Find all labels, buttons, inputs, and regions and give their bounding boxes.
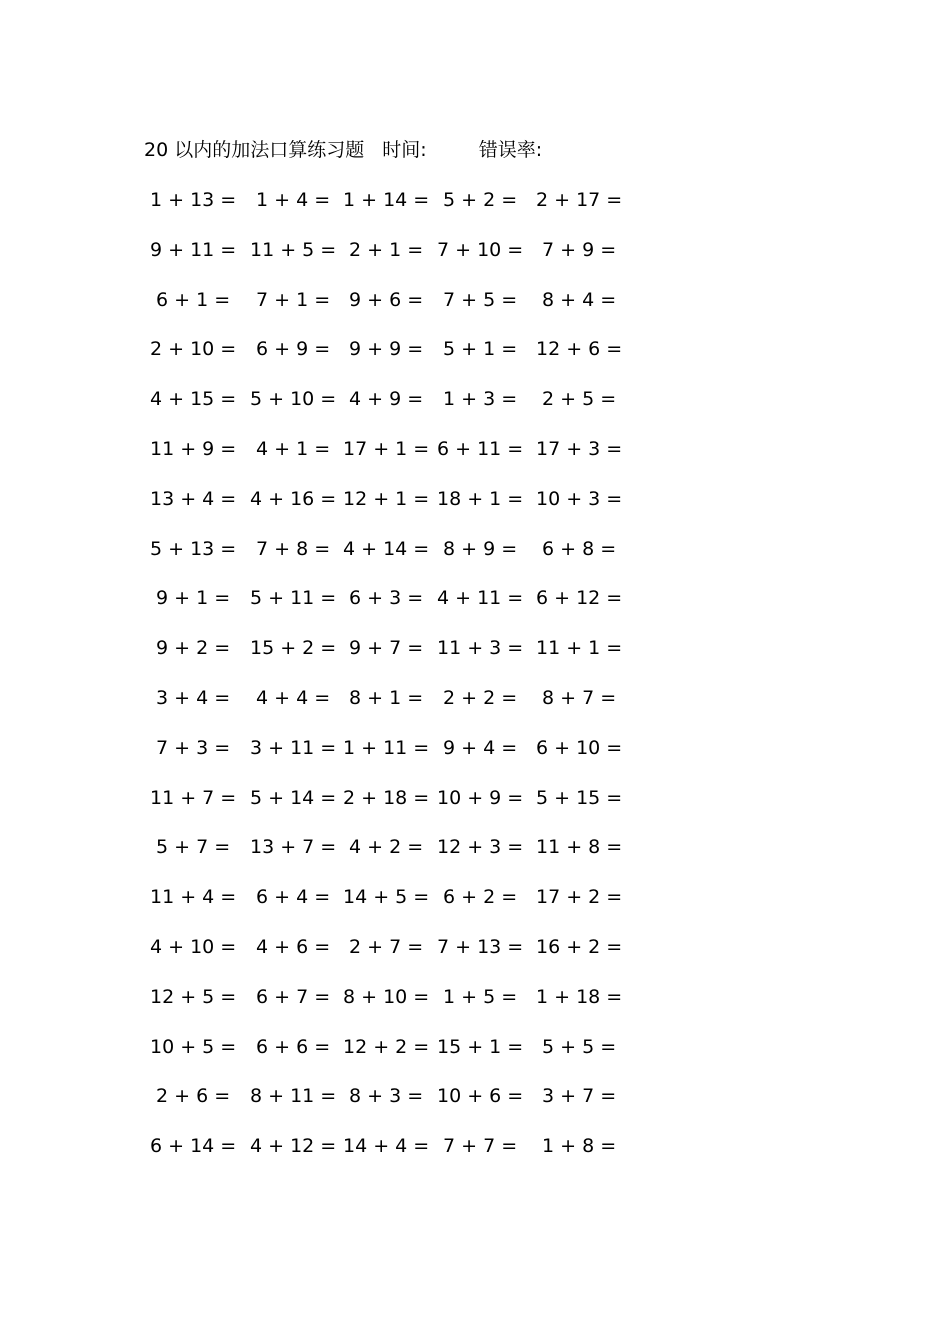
- addition-problem: 5 + 7 =: [156, 836, 231, 859]
- addition-problem: 1 + 14 =: [343, 189, 430, 211]
- addition-problem: 12 + 2 =: [343, 1035, 430, 1058]
- addition-problem: 7 + 10 =: [437, 238, 524, 261]
- addition-problem: 6 + 9 =: [256, 338, 331, 361]
- addition-problem: 4 + 9 =: [349, 388, 424, 411]
- addition-problem: 12 + 3 =: [437, 836, 524, 859]
- addition-problem: 12 + 6 =: [536, 338, 623, 361]
- addition-problem: 6 + 6 =: [256, 1035, 331, 1058]
- addition-problem: 6 + 14 =: [150, 1135, 237, 1158]
- addition-problem: 7 + 8 =: [256, 537, 331, 560]
- addition-problem: 11 + 4 =: [150, 886, 237, 909]
- addition-problem: 10 + 6 =: [437, 1085, 524, 1108]
- addition-problem: 1 + 5 =: [443, 985, 518, 1008]
- addition-problem: 9 + 4 =: [443, 736, 518, 759]
- addition-problem: 6 + 11 =: [437, 438, 524, 460]
- addition-problem: 9 + 1 =: [156, 587, 231, 610]
- addition-problem: 4 + 12 =: [250, 1135, 337, 1158]
- addition-problem: 8 + 3 =: [349, 1085, 424, 1108]
- addition-problem: 17 + 1 =: [343, 438, 430, 460]
- addition-problem: 4 + 11 =: [437, 587, 524, 610]
- addition-problem: 8 + 9 =: [443, 537, 518, 560]
- addition-problem: 2 + 7 =: [349, 936, 424, 958]
- addition-problem: 11 + 1 =: [536, 637, 623, 660]
- addition-problem: 7 + 7 =: [443, 1135, 518, 1158]
- addition-problem: 5 + 1 =: [443, 338, 518, 361]
- addition-problem: 6 + 12 =: [536, 587, 623, 610]
- addition-problem: 1 + 11 =: [343, 736, 430, 759]
- addition-problem: 17 + 2 =: [536, 886, 623, 909]
- addition-problem: 4 + 1 =: [256, 438, 331, 460]
- addition-problem: 5 + 11 =: [250, 587, 337, 610]
- addition-problem: 17 + 3 =: [536, 438, 623, 460]
- addition-problem: 12 + 5 =: [150, 985, 237, 1008]
- addition-problem: 7 + 13 =: [437, 936, 524, 958]
- addition-problem: 15 + 1 =: [437, 1035, 524, 1058]
- addition-problem: 6 + 10 =: [536, 736, 623, 759]
- addition-problem: 6 + 8 =: [542, 537, 617, 560]
- addition-problem: 5 + 13 =: [150, 537, 237, 560]
- addition-problem: 1 + 8 =: [542, 1135, 617, 1158]
- addition-problem: 2 + 10 =: [150, 338, 237, 361]
- addition-problem: 7 + 1 =: [256, 288, 331, 311]
- addition-problem: 2 + 17 =: [536, 189, 623, 211]
- addition-problem: 5 + 14 =: [250, 786, 337, 809]
- addition-problem: 10 + 3 =: [536, 487, 623, 510]
- time-label: 时间:: [382, 139, 427, 161]
- addition-problem: 2 + 18 =: [343, 786, 430, 809]
- addition-problem: 2 + 1 =: [349, 238, 424, 261]
- addition-problem: 8 + 4 =: [542, 288, 617, 311]
- addition-problem: 9 + 9 =: [349, 338, 424, 361]
- addition-problem: 8 + 7 =: [542, 687, 617, 709]
- addition-problem: 2 + 2 =: [443, 687, 518, 709]
- addition-problem: 7 + 9 =: [542, 238, 617, 261]
- addition-problem: 1 + 4 =: [256, 189, 331, 211]
- addition-problem: 13 + 7 =: [250, 836, 337, 859]
- addition-problem: 11 + 8 =: [536, 836, 623, 859]
- addition-problem: 11 + 7 =: [150, 786, 237, 809]
- addition-problem: 5 + 5 =: [542, 1035, 617, 1058]
- addition-problem: 9 + 2 =: [156, 637, 231, 660]
- addition-problem: 14 + 5 =: [343, 886, 430, 909]
- addition-problem: 4 + 10 =: [150, 936, 237, 958]
- addition-problem: 9 + 6 =: [349, 288, 424, 311]
- addition-problem: 8 + 11 =: [250, 1085, 337, 1108]
- addition-problem: 4 + 16 =: [250, 487, 337, 510]
- addition-problem: 5 + 10 =: [250, 388, 337, 411]
- addition-problem: 6 + 7 =: [256, 985, 331, 1008]
- addition-problem: 10 + 9 =: [437, 786, 524, 809]
- worksheet-title: 20 以内的加法口算练习题: [144, 139, 365, 161]
- addition-problem: 2 + 6 =: [156, 1085, 231, 1108]
- addition-problem: 16 + 2 =: [536, 936, 623, 958]
- addition-problem: 4 + 14 =: [343, 537, 430, 560]
- addition-problem: 7 + 3 =: [156, 736, 231, 759]
- addition-problem: 9 + 7 =: [349, 637, 424, 660]
- addition-problem: 1 + 13 =: [150, 189, 237, 211]
- addition-problem: 3 + 11 =: [250, 736, 337, 759]
- addition-problem: 7 + 5 =: [443, 288, 518, 311]
- addition-problem: 15 + 2 =: [250, 637, 337, 660]
- addition-problem: 4 + 6 =: [256, 936, 331, 958]
- addition-problem: 2 + 5 =: [542, 388, 617, 411]
- addition-problem: 5 + 2 =: [443, 189, 518, 211]
- addition-problem: 3 + 4 =: [156, 687, 231, 709]
- addition-problem: 11 + 5 =: [250, 238, 337, 261]
- addition-problem: 8 + 10 =: [343, 985, 430, 1008]
- error-rate-label: 错误率:: [478, 139, 543, 161]
- addition-problem: 4 + 4 =: [256, 687, 331, 709]
- addition-problem: 11 + 9 =: [150, 438, 237, 460]
- addition-problem: 14 + 4 =: [343, 1135, 430, 1158]
- addition-problem: 6 + 3 =: [349, 587, 424, 610]
- addition-problem: 3 + 7 =: [542, 1085, 617, 1108]
- addition-problem: 9 + 11 =: [150, 238, 237, 261]
- addition-problem: 13 + 4 =: [150, 487, 237, 510]
- addition-problem: 5 + 15 =: [536, 786, 623, 809]
- addition-problem: 12 + 1 =: [343, 487, 430, 510]
- addition-problem: 10 + 5 =: [150, 1035, 237, 1058]
- addition-problem: 1 + 3 =: [443, 388, 518, 411]
- addition-problem: 4 + 15 =: [150, 388, 237, 411]
- addition-problem: 11 + 3 =: [437, 637, 524, 660]
- addition-problem: 1 + 18 =: [536, 985, 623, 1008]
- addition-problem: 18 + 1 =: [437, 487, 524, 510]
- addition-problem: 4 + 2 =: [349, 836, 424, 859]
- addition-problem: 8 + 1 =: [349, 687, 424, 709]
- addition-problem: 6 + 4 =: [256, 886, 331, 909]
- addition-problem: 6 + 1 =: [156, 288, 231, 311]
- addition-problem: 6 + 2 =: [443, 886, 518, 909]
